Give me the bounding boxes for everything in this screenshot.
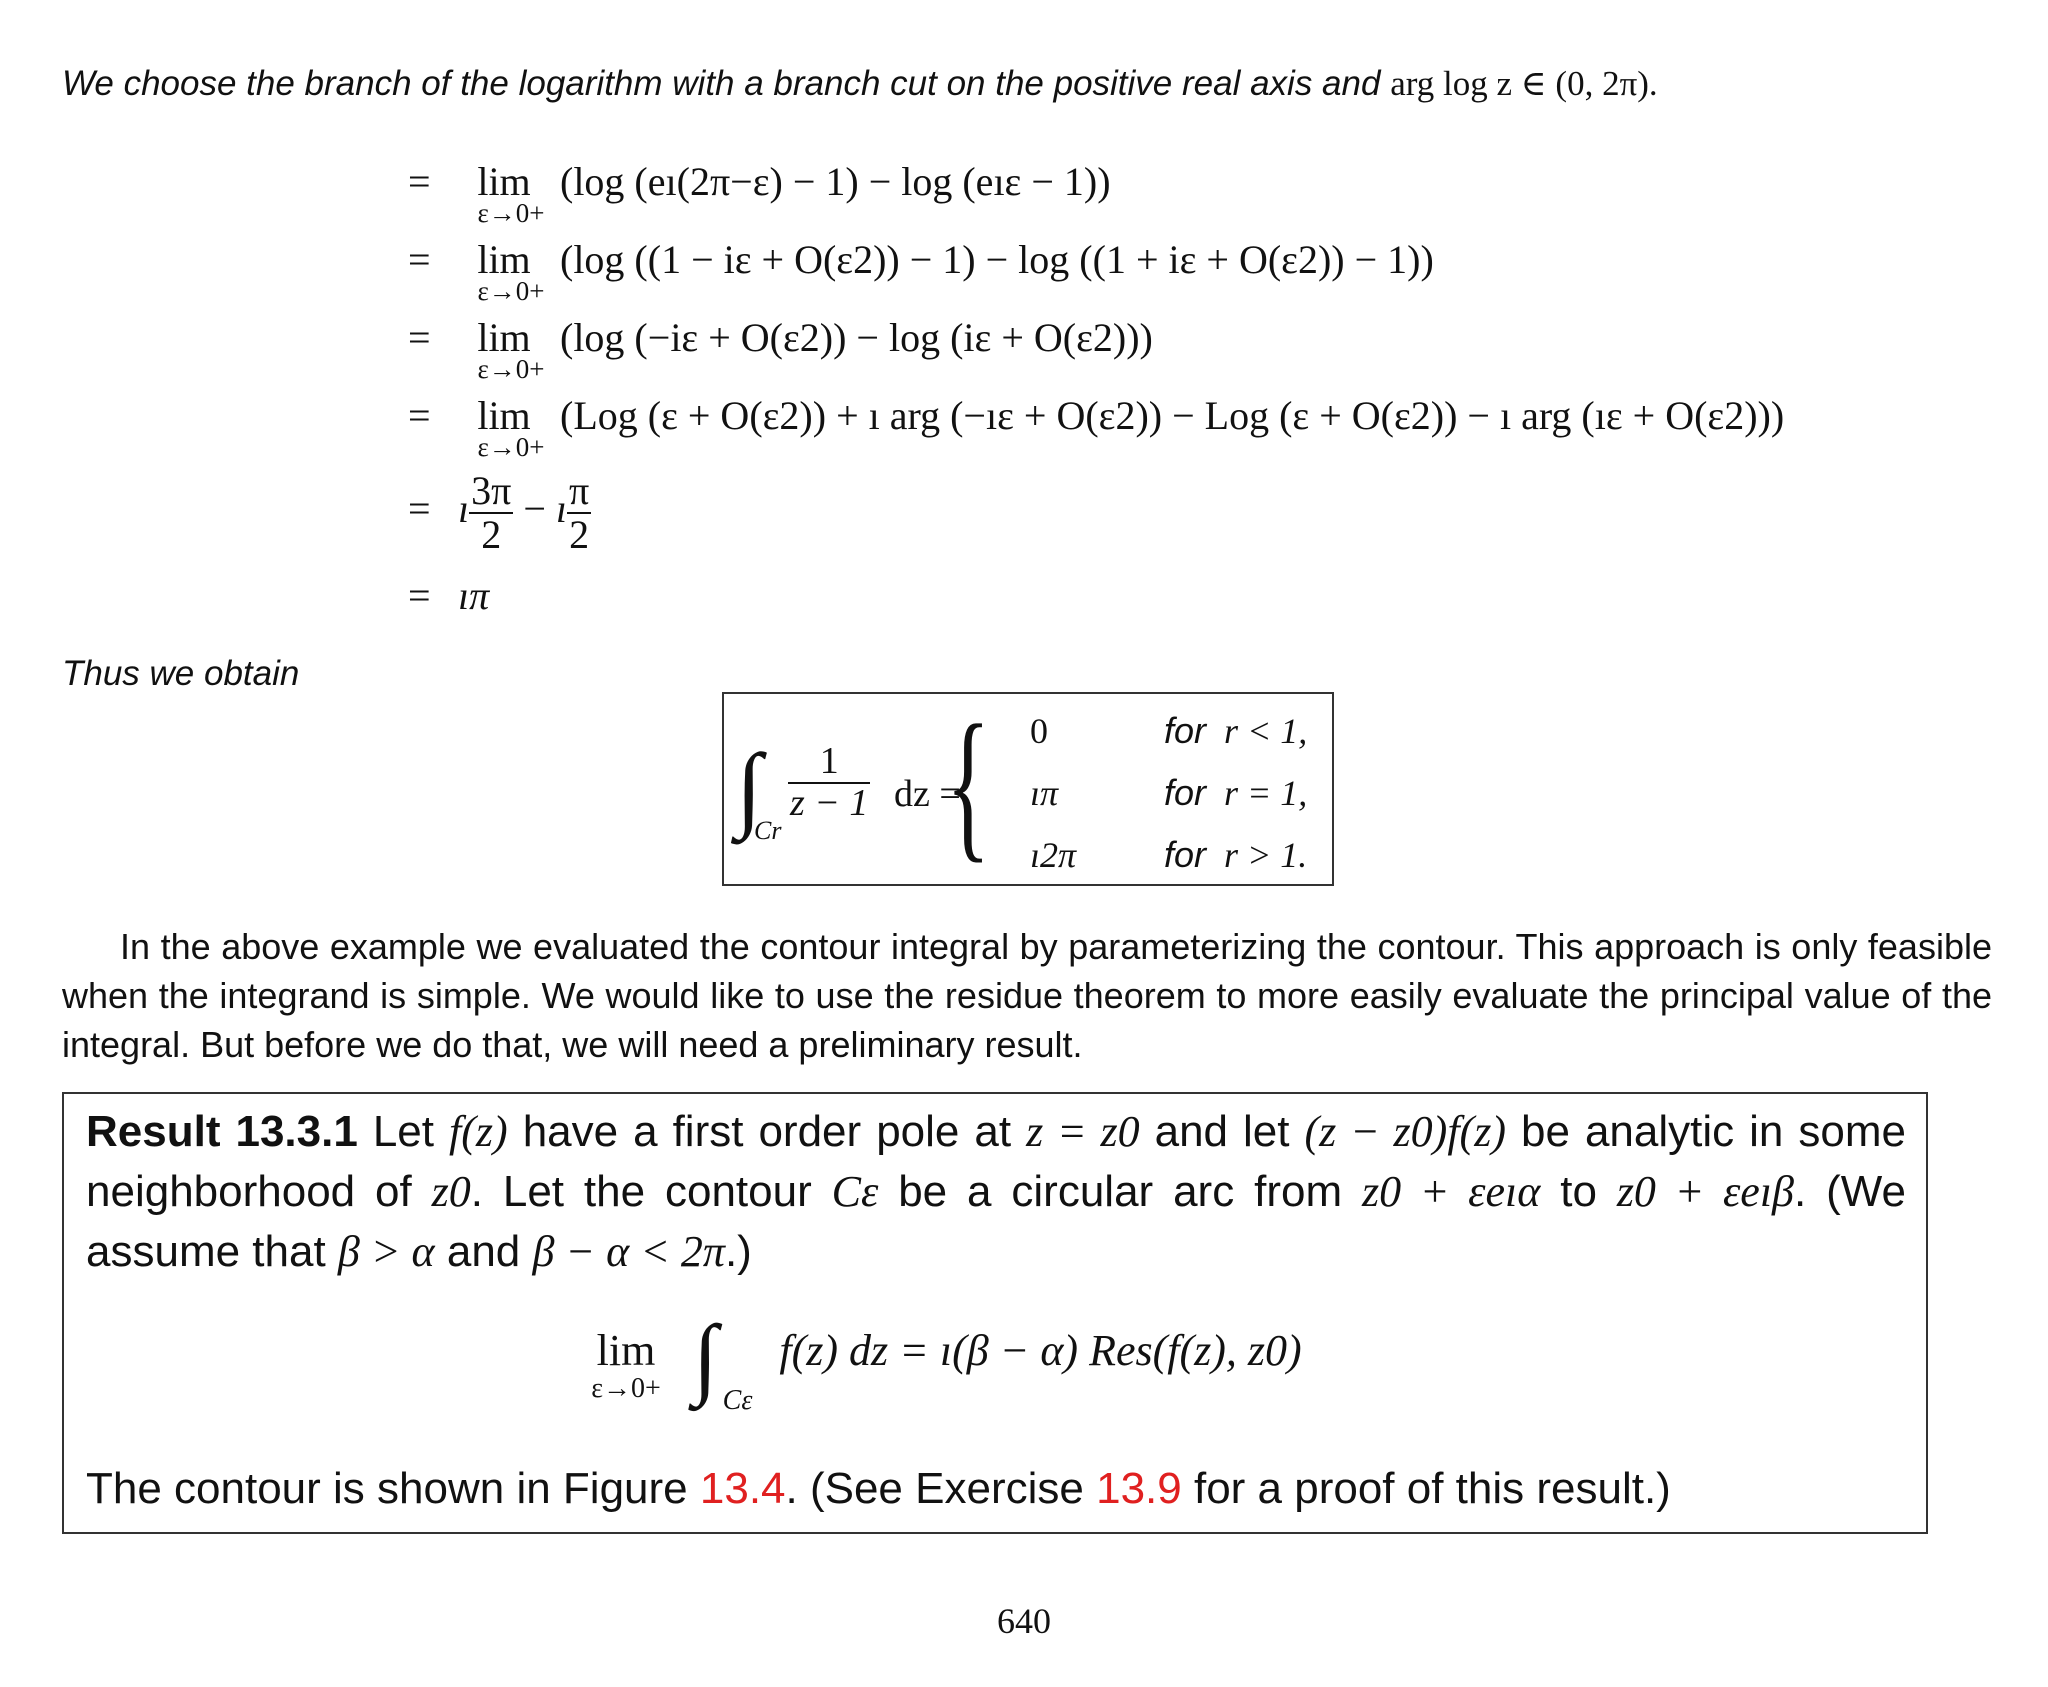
result-display-equation: lim ε→0+ ∫ $_{C\varepsilon}$ f(z) dz = ı(β − α) Res(f(z), z0) xyxy=(591,1308,1302,1416)
fraction-pi-over-2: $\frac{\pi}{2}$ xyxy=(569,468,590,557)
intro-sentence xyxy=(62,64,1658,104)
case-for-2: for xyxy=(1164,772,1207,813)
derivation-result: ıπ xyxy=(458,573,490,618)
case-value-1: 0 xyxy=(1030,711,1048,751)
page-number: 640 xyxy=(997,1601,1051,1641)
dz-equals: dz = xyxy=(894,773,961,815)
derivation-line-1: = lim ε→0+ (log (eı(2π−ε) − 1) − log (eıε − 1)) xyxy=(408,159,1111,228)
case-for-1: for xyxy=(1164,710,1207,751)
derivation-expr-3: (log (−iε + O(ε2)) − log (iε + O(ε2))) xyxy=(560,315,1153,360)
derivation-line-4: = lim ε→0+ (Log (ε + O(ε2)) + ı arg (−ıε + O(ε2)) − Log (ε + O(ε2)) − ı arg (ıε + O(ε2))) xyxy=(408,393,1785,462)
intro-math: arg log z ∈ (0, 2π). xyxy=(1390,64,1658,103)
derivation-line-5: = ı $\frac{3\pi}{2}$ − ı $\frac{\pi}{2}$ xyxy=(408,468,590,557)
case-cond-3: r > 1. xyxy=(1224,835,1308,875)
result-statement: Result 13.3.1 Let f(z) have a first order pole at z = z0 and let (z − z0)f(z) be analytic in some neighborhood of z0. Let the contour Cε be a circular arc from z0 + εeıα to z0 + εeıβ. (We assume that β > α and β − α < 2π.) xyxy=(86,1107,1906,1276)
case-value-2: ıπ xyxy=(1030,773,1059,813)
derivation-expr-2: (log ((1 − iε + O(ε2)) − 1) − log ((1 + iε + O(ε2)) − 1)) xyxy=(560,237,1434,282)
boxed-equation xyxy=(722,692,1334,886)
derivation-expr-1: (log (eı(2π−ε) − 1) − log (eıε − 1)) xyxy=(560,159,1111,204)
fraction-3pi-over-2: $\frac{3\pi}{2}$ xyxy=(471,468,512,557)
body-paragraph: In the above example we evaluated the contour integral by parameterizing the contour. This approach is only feasible when the integrand is simple. We would like to use the residue theorem to more easily evaluate the principal value of the integral. But before we do that, we will need a preliminary result. xyxy=(62,926,1992,1065)
integrand-fraction: $\frac{1}{z - 1}$ xyxy=(790,740,869,824)
cases-brace: { xyxy=(946,691,991,877)
intro-text: We choose the branch of the logarithm with a branch cut on the positive real axis and xyxy=(62,64,1381,103)
integral-sign: ∫ xyxy=(693,1308,718,1407)
result-footer: The contour is shown in Figure 13.4. (See Exercise 13.9 for a proof of this result.) xyxy=(86,1464,1671,1513)
figure-reference-link[interactable]: 13.4 xyxy=(699,1464,786,1513)
result-box xyxy=(62,1092,1928,1534)
derivation-line-6: = ıπ xyxy=(408,573,490,618)
result-label: Result 13.3.1 xyxy=(86,1107,358,1156)
derivation-expr-4: (Log (ε + O(ε2)) + ı arg (−ıε + O(ε2)) − Log (ε + O(ε2)) − ı arg (ıε + O(ε2))) xyxy=(560,393,1785,438)
contour-subscript: Cr xyxy=(754,816,782,845)
case-value-3: ı2π xyxy=(1030,835,1077,875)
lim-subscript: ε→0+ xyxy=(477,198,545,228)
case-cond-1: r < 1, xyxy=(1224,711,1308,751)
case-cond-2: r = 1, xyxy=(1224,773,1308,813)
derivation-line-2: = lim ε→0+ (log ((1 − iε + O(ε2)) − 1) − log ((1 + iε + O(ε2)) − 1)) xyxy=(408,237,1434,306)
contour-integral-sign: ∫ xyxy=(736,734,763,840)
derivation-line-3: = lim ε→0+ (log (−iε + O(ε2)) − log (iε + O(ε2))) xyxy=(408,315,1153,384)
exercise-reference-link[interactable]: 13.9 xyxy=(1096,1464,1182,1513)
thus-text: Thus we obtain xyxy=(62,654,300,693)
case-for-3: for xyxy=(1164,834,1207,875)
